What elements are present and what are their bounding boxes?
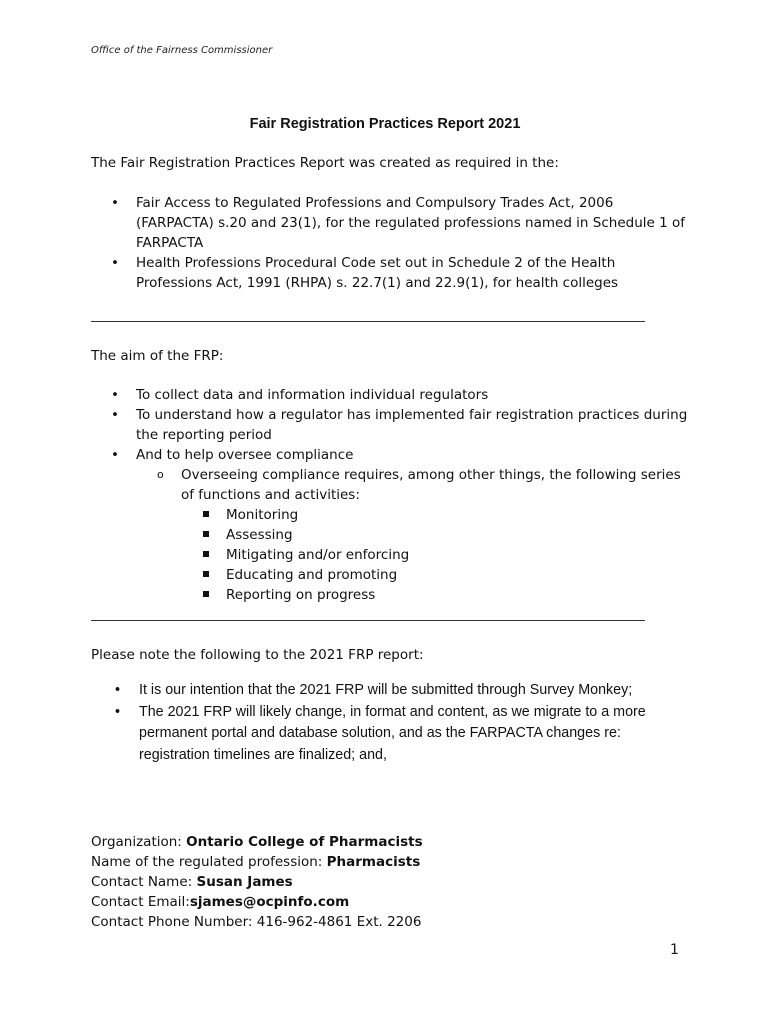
list-item: • The 2021 FRP will likely change, in format and content, as we migrate to a more permanent portal and database solution, and as the FARPACTA changes re: registration timelines are finalized; and, [115, 703, 646, 763]
section-divider [91, 321, 645, 322]
aim-heading: The aim of the FRP: [91, 348, 224, 364]
list-item: o Overseeing compliance requires, among other things, the following series of functions and activities: Monitoring Assessing Mitigating and/or enforcing Educating and promoting Reporting on progress [136, 465, 691, 605]
organization-line: Organization: Ontario College of Pharmacists [91, 834, 423, 850]
note-heading: Please note the following to the 2021 FRP report: [91, 647, 424, 663]
square-bullet-icon [203, 511, 209, 517]
list-item: • To understand how a regulator has implemented fair registration practices during the reporting period [111, 407, 688, 443]
contact-phone-line: Contact Phone Number: 416-962-4861 Ext. 2206 [91, 914, 422, 930]
contact-phone-value: 416-962-4861 Ext. 2206 [256, 914, 422, 930]
list-item: • To collect data and information individual regulators [111, 387, 489, 403]
circle-bullet-icon: o [157, 468, 164, 481]
contact-block [91, 832, 423, 932]
contact-name-value: Susan James [196, 874, 293, 890]
aim-sub-list [136, 465, 691, 605]
intro-bullet-list [91, 193, 691, 293]
square-bullet-icon [203, 571, 209, 577]
list-item: • And to help oversee compliance o Overseeing compliance requires, among other things, the following series of functions and activities: Monitoring Assessing Mitigating and/or enforcing Educating and promoting Reporting on progress [91, 445, 691, 605]
bullet-icon: • [115, 703, 121, 720]
square-bullet-icon [203, 591, 209, 597]
header-note: Office of the Fairness Commissioner [91, 45, 273, 56]
square-bullet-icon [203, 531, 209, 537]
bullet-icon: • [111, 387, 119, 403]
contact-email-value: sjames@ocpinfo.com [189, 894, 350, 910]
bullet-icon: • [111, 407, 119, 423]
profession-line: Name of the regulated profession: Pharmacists [91, 854, 421, 870]
organization-value: Ontario College of Pharmacists [186, 834, 423, 850]
list-item: • Fair Access to Regulated Professions and Compulsory Trades Act, 2006 (FARPACTA) s.20 and 23(1), for the regulated professions named in Schedule 1 of FARPACTA [111, 195, 685, 251]
square-bullet-icon [203, 551, 209, 557]
intro-paragraph: The Fair Registration Practices Report was created as required in the: [91, 155, 559, 171]
profession-value: Pharmacists [326, 854, 421, 870]
list-item: Educating and promoting [181, 565, 691, 585]
contact-name-line: Contact Name: Susan James [91, 874, 293, 890]
bullet-icon: • [111, 447, 119, 463]
section-divider [91, 620, 645, 621]
note-bullet-list [91, 680, 691, 766]
aim-sub-sub-list [181, 505, 691, 605]
list-item: Monitoring [181, 505, 691, 525]
list-item: Reporting on progress [181, 585, 691, 605]
contact-email-line: Contact Email:sjames@ocpinfo.com [91, 894, 350, 910]
list-item: • It is our intention that the 2021 FRP will be submitted through Survey Monkey; [91, 680, 691, 702]
bullet-icon: • [115, 682, 121, 698]
list-item: • Health Professions Procedural Code set out in Schedule 2 of the Health Professions Act, 1991 (RHPA) s. 22.7(1) and 22.9(1), for health colleges [111, 255, 619, 291]
list-item: Mitigating and/or enforcing [181, 545, 691, 565]
aim-bullet-list [91, 385, 691, 605]
bullet-icon: • [111, 195, 119, 211]
page-number: 1 [670, 942, 679, 958]
list-item: Assessing [181, 525, 691, 545]
report-title: Fair Registration Practices Report 2021 [249, 116, 521, 132]
bullet-icon: • [111, 255, 119, 271]
